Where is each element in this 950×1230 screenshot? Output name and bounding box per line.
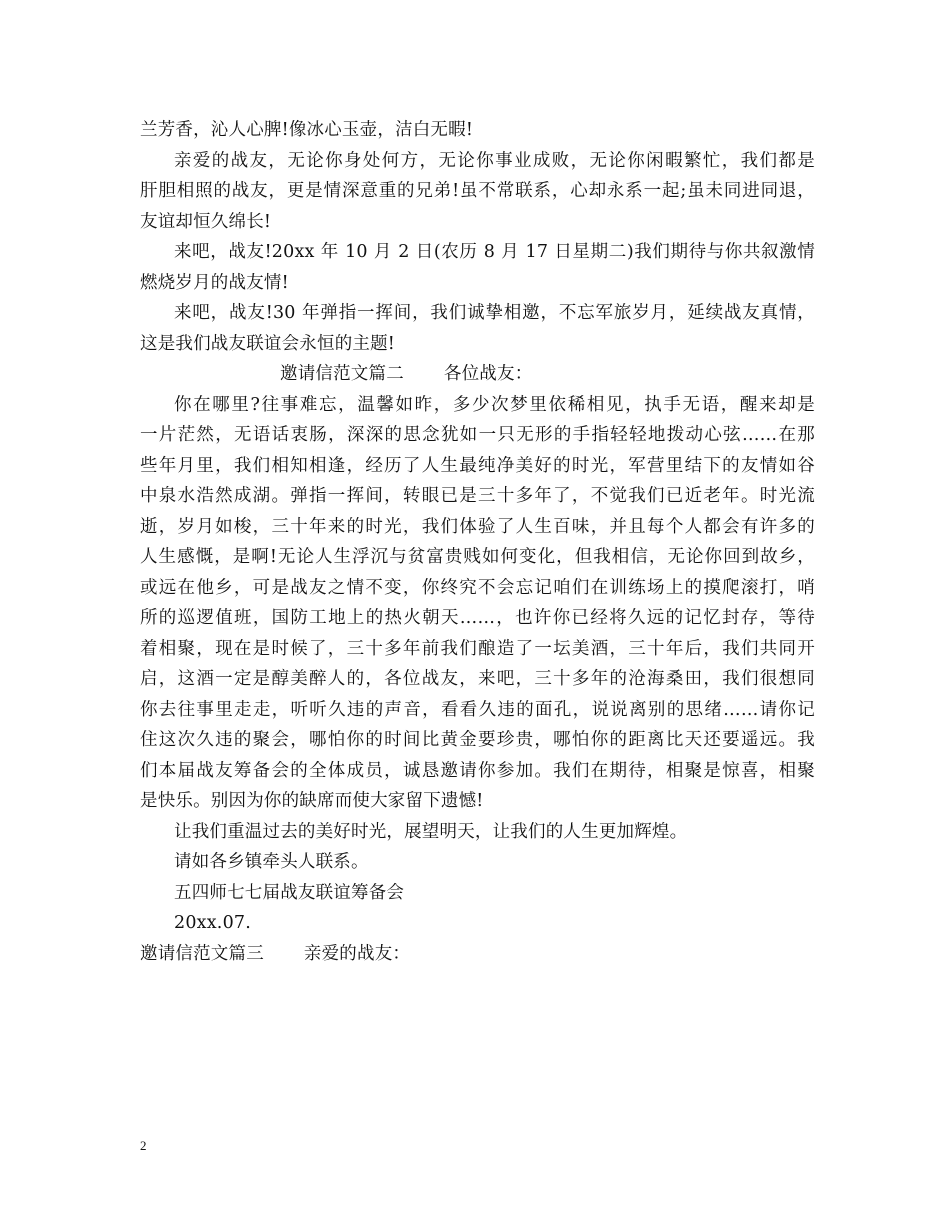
paragraph-line: 启，这酒一定是醇美醉人的，各位战友，来吧，三十多年的沧海桑田，我们很想同 [140,669,815,689]
paragraph-line: 友谊却恒久绵长! [140,211,272,232]
document-body [140,115,815,969]
paragraph-line: 人生感慨，是啊!无论人生浮沉与贫富贵贱如何变化，但我相信，无论你回到故乡， [140,547,815,567]
paragraph-line: 请如各乡镇牵头人联系。 [174,852,369,872]
paragraph-line: 亲爱的战友，无论你身处何方，无论你事业成败，无论你闲暇繁忙，我们都是 [174,150,815,171]
page-number: 2 [140,1138,147,1153]
paragraph-line: 让我们重温过去的美好时光，展望明天，让我们的人生更加辉煌。 [174,821,688,842]
section-heading-3 [140,939,815,970]
paragraph-line: 来吧，战友!20xx 年 10 月 2 日(农历 8 月 17 日星期二)我们期待与你共叙激情 [174,242,815,262]
paragraph-line: 你在哪里?往事难忘，温馨如昨，多少次梦里依稀相见，执手无语，醒来却是 [174,394,815,415]
section-greeting: 亲爱的战友： [303,943,411,964]
paragraph-line: 一片茫然，无语话衷肠，深深的思念犹如一只无形的手指轻轻地拨动心弦……在那 [140,425,815,445]
section-title: 邀请信范文篇三 [140,943,264,964]
paragraph-line: 兰芳香，沁人心脾!像冰心玉壶，洁白无暇! [140,120,474,140]
section-title: 邀请信范文篇二 [280,364,404,384]
section-greeting: 各位战友： [443,364,533,384]
paragraph-line: 些年月里，我们相知相逢，经历了人生最纯净美好的时光，军营里结下的友情如谷 [140,455,815,476]
section-heading-2 [140,359,815,390]
paragraph-line: 逝，岁月如梭，三十年来的时光，我们体验了人生百味，并且每个人都会有许多的 [140,516,815,537]
date-line: 20xx.07. [174,913,252,933]
paragraph-line: 着相聚，现在是时候了，三十多年前我们酿造了一坛美酒，三十年后，我们共同开 [140,638,815,659]
paragraph-line: 或远在他乡，可是战友之情不变，你终究不会忘记咱们在训练场上的摸爬滚打，哨 [140,577,815,598]
paragraph-line: 燃烧岁月的战友情! [140,272,289,293]
paragraph-line: 来吧，战友!30 年弹指一挥间，我们诚挚相邀，不忘军旅岁月，延续战友真情， [174,303,815,323]
paragraph-line: 们本届战友筹备会的全体成员，诚恳邀请你参加。我们在期待，相聚是惊喜，相聚 [140,760,815,781]
paragraph-line: 是快乐。别因为你的缺席而使大家留下遗憾! [140,791,484,811]
paragraph-line: 肝胆相照的战友，更是情深意重的兄弟!虽不常联系，心却永系一起;虽未同进同退， [140,181,815,201]
signature-line: 五四师七七届战友联谊筹备会 [174,882,405,903]
paragraph-line: 你去往事里走走，听听久违的声音，看看久违的面孔，说说离别的思绪……请你记 [140,699,815,720]
paragraph-line: 这是我们战友联谊会永恒的主题! [140,333,396,354]
paragraph-line: 所的巡逻值班，国防工地上的热火朝天……，也许你已经将久远的记忆封存，等待 [140,608,815,628]
paragraph-line: 住这次久违的聚会，哪怕你的时间比黄金要珍贵，哪怕你的距离比天还要遥远。我 [140,730,815,750]
paragraph-line: 中泉水浩然成湖。弹指一挥间，转眼已是三十多年了，不觉我们已近老年。时光流 [140,486,815,506]
